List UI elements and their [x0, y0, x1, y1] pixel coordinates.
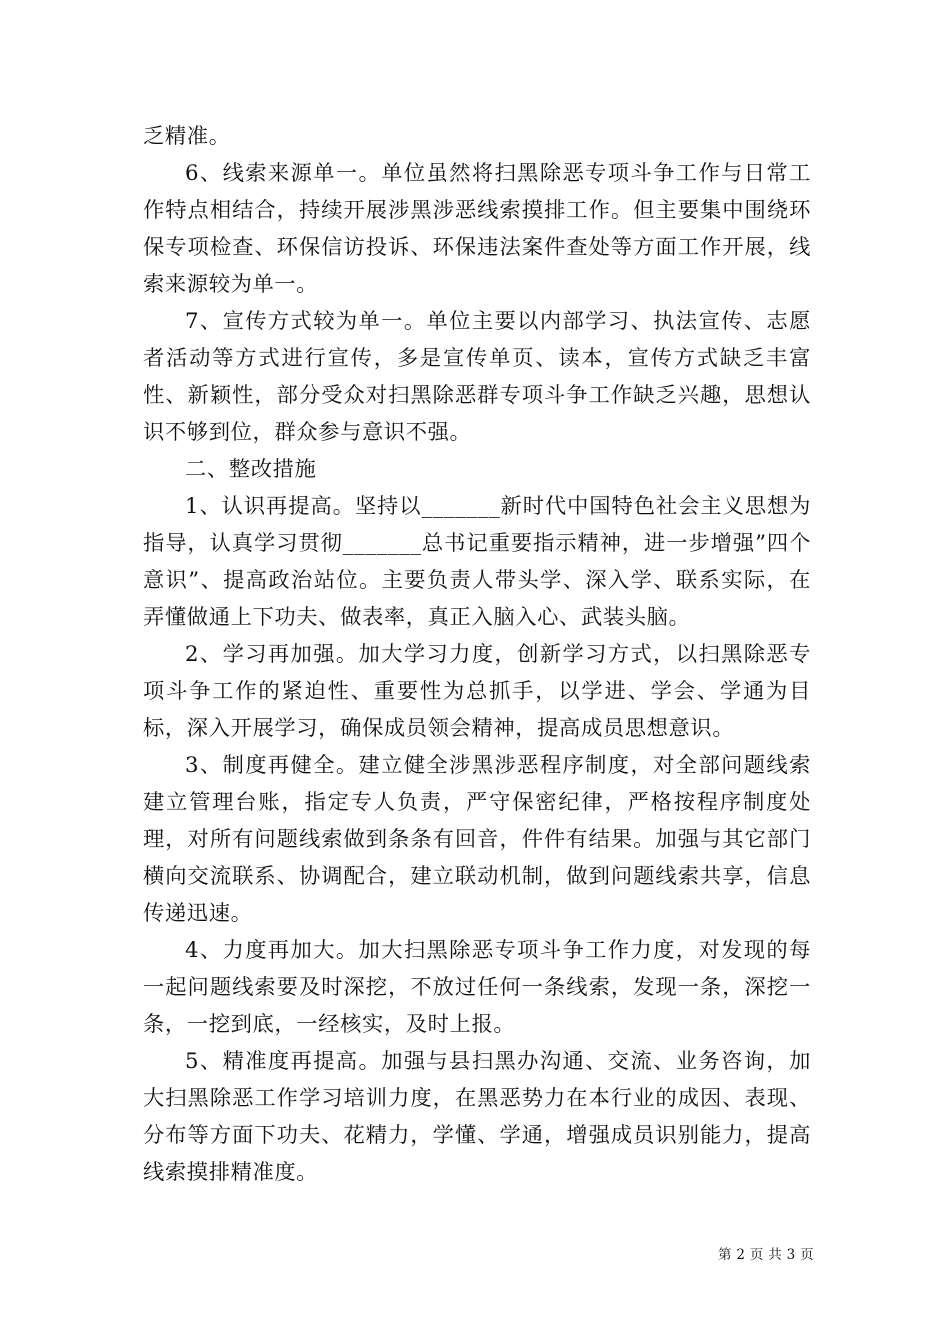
paragraph-item-7: 7、宣传方式较为单一。单位主要以内部学习、执法宣传、志愿者活动等方式进行宣传，多是宣传单页、读本，宣传方式缺乏丰富性、新颖性，部分受众对扫黑除恶群专项斗争工作缺乏兴趣，思想认识不够到位，群众参与意识不强。: [143, 309, 811, 445]
paragraph-measure-5: 5、精准度再提高。加强与县扫黑办沟通、交流、业务咨询，加大扫黑除恶工作学习培训力度，在黑恶势力在本行业的成因、表现、分布等方面下功夫、花精力，学懂、学通，增强成员识别能力，提高线索摸排精准度。: [143, 1049, 811, 1185]
paragraph-item-6: 6、线索来源单一。单位虽然将扫黑除恶专项斗争工作与日常工作特点相结合，持续开展涉黑涉恶线索摸排工作。但主要集中围绕环保专项检查、环保信访投诉、环保违法案件查处等方面工作开展，线索来源较为单一。: [143, 161, 811, 297]
paragraph-measure-1: 1、认识再提高。坚持以_______新时代中国特色社会主义思想为指导，认真学习贯彻_______总书记重要指示精神，进一步增强”四个意识”、提高政治站位。主要负责人带头学、深入学、联系实际，在弄懂做通上下功夫、做表率，真正入脑入心、武装头脑。: [143, 494, 811, 630]
paragraph-measure-2: 2、学习再加强。加大学习力度，创新学习方式，以扫黑除恶专项斗争工作的紧迫性、重要性为总抓手，以学进、学会、学通为目标，深入开展学习，确保成员领会精神，提高成员思想意识。: [143, 642, 811, 741]
paragraph-continuation: 乏精准。: [143, 124, 231, 149]
paragraph-measure-3: 3、制度再健全。建立健全涉黑涉恶程序制度，对全部问题线索建立管理台账，指定专人负责，严守保密纪律，严格按程序制度处理，对所有问题线索做到条条有回音，件件有结果。加强与其它部门横向交流联系、协调配合，建立联动机制，做到问题线索共享，信息传递迅速。: [143, 753, 811, 926]
page-number-footer: 第 2 页 共 3 页: [718, 1247, 814, 1263]
paragraph-measure-4: 4、力度再加大。加大扫黑除恶专项斗争工作力度，对发现的每一起问题线索要及时深挖，不放过任何一条线索，发现一条，深挖一条，一挖到底，一经核实，及时上报。: [143, 938, 811, 1037]
section-heading-rectification: 二、整改措施: [185, 457, 317, 482]
document-body: [143, 118, 811, 1191]
